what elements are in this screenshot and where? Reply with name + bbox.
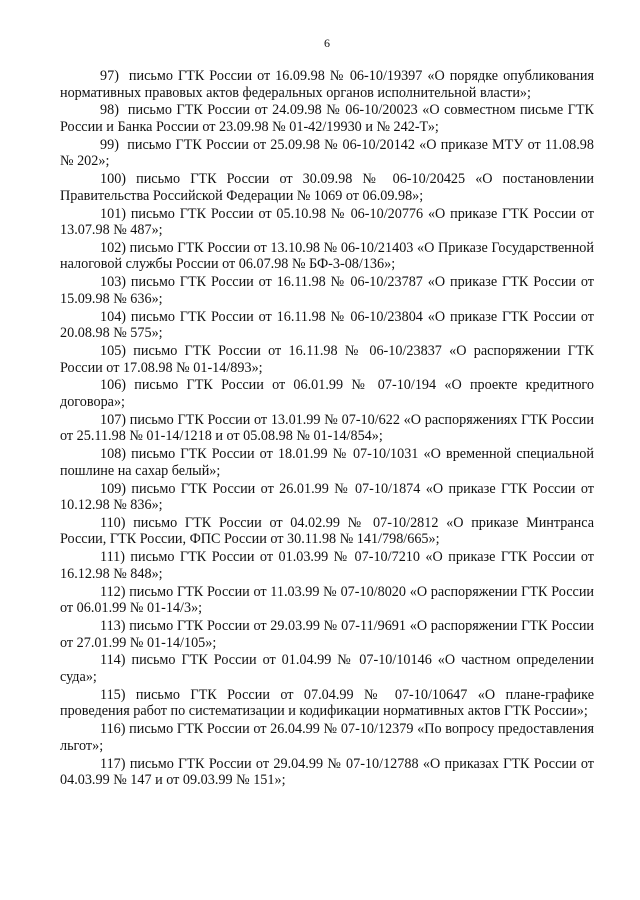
list-item: 110) письмо ГТК России от 04.02.99 № 07-10/2812 «О приказе Минтранса России, ГТК России, ФПС России от 30.11.98 № 141/798/665»; xyxy=(60,514,594,548)
list-item: 99) письмо ГТК России от 25.09.98 № 06-10/20142 «О приказе МТУ от 11.08.98 № 202»; xyxy=(60,136,594,170)
list-item: 113) письмо ГТК России от 29.03.99 № 07-11/9691 «О распоряжении ГТК России от 27.01.99 № 01-14/105»; xyxy=(60,618,594,651)
list-item: 105) письмо ГТК России от 16.11.98 № 06-10/23837 «О распоряжении ГТК России от 17.08.98 № 01-14/893»; xyxy=(60,343,594,376)
list-item: 106) письмо ГТК России от 06.01.99 № 07-10/194 «О проекте кредитного договора»; xyxy=(60,377,594,410)
letter-list xyxy=(60,68,594,789)
page-number: 6 xyxy=(324,36,330,50)
list-item: 112) письмо ГТК России от 11.03.99 № 07-10/8020 «О распоряжении ГТК России от 06.01.99 № 01-14/3»; xyxy=(60,583,594,617)
list-item: 114) письмо ГТК России от 01.04.99 № 07-10/10146 «О частном определении суда»; xyxy=(60,652,594,685)
list-item: 103) письмо ГТК России от 16.11.98 № 06-10/23787 «О приказе ГТК России от 15.09.98 № 636»; xyxy=(60,274,594,307)
list-item: 102) письмо ГТК России от 13.10.98 № 06-10/21403 «О Приказе Государственной налоговой службы России от 06.07.98 № БФ-3-08/136»; xyxy=(60,239,594,273)
list-item: 111) письмо ГТК России от 01.03.99 № 07-10/7210 «О приказе ГТК России от 16.12.98 № 848»; xyxy=(60,549,594,582)
list-item: 97) письмо ГТК России от 16.09.98 № 06-10/19397 «О порядке опубликования нормативных правовых актов федеральных органов исполнительной власти»; xyxy=(60,68,594,101)
list-item: 116) письмо ГТК России от 26.04.99 № 07-10/12379 «По вопросу предоставления льгот»; xyxy=(60,721,594,754)
list-item: 108) письмо ГТК России от 18.01.99 № 07-10/1031 «О временной специальной пошлине на сахар белый»; xyxy=(60,446,594,479)
list-item: 117) письмо ГТК России от 29.04.99 № 07-10/12788 «О приказах ГТК России от 04.03.99 № 147 и от 09.03.99 № 151»; xyxy=(60,755,594,789)
list-item: 98) письмо ГТК России от 24.09.98 № 06-10/20023 «О совместном письме ГТК России и Банка России от 23.09.98 № 01-42/19930 и № 242-Т»; xyxy=(60,102,594,135)
list-item: 109) письмо ГТК России от 26.01.99 № 07-10/1874 «О приказе ГТК России от 10.12.98 № 836»; xyxy=(60,480,594,514)
list-item: 101) письмо ГТК России от 05.10.98 № 06-10/20776 «О приказе ГТК России от 13.07.98 № 487»; xyxy=(60,205,594,239)
list-item: 115) письмо ГТК России от 07.04.99 № 07-10/10647 «О плане-графике проведения работ по систематизации и кодификации нормативных актов ГТК России»; xyxy=(60,686,594,720)
list-item: 104) письмо ГТК России от 16.11.98 № 06-10/23804 «О приказе ГТК России от 20.08.98 № 575»; xyxy=(60,308,594,342)
list-item: 100) письмо ГТК России от 30.09.98 № 06-10/20425 «О постановлении Правительства Российской Федерации № 1069 от 06.09.98»; xyxy=(60,171,594,204)
list-item: 107) письмо ГТК России от 13.01.99 № 07-10/622 «О распоряжениях ГТК России от 25.11.98 № 01-14/1218 и от 05.08.98 № 01-14/854»; xyxy=(60,411,594,445)
